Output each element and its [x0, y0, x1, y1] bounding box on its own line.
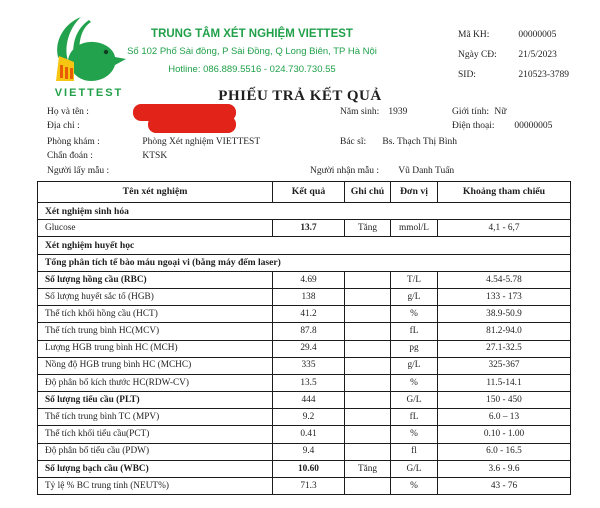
receiver-value: Vũ Danh Tuấn — [398, 166, 455, 176]
receiver-row — [310, 166, 454, 176]
patient-clinic-row — [47, 137, 260, 147]
section-title: Tổng phân tích tế bào máu ngoại vi (bằng máy đếm laser) — [38, 254, 571, 271]
patient-name-row — [47, 107, 89, 117]
makh-value: 00000005 — [518, 30, 557, 40]
test-row — [38, 409, 571, 426]
test-range-cell: 43 - 76 — [438, 478, 571, 495]
test-name-cell: Thể tích khối tiểu cầu(PCT) — [38, 426, 273, 443]
test-name-cell: Thể tích trung bình TC (MPV) — [38, 409, 273, 426]
test-result-cell: 9.2 — [273, 409, 345, 426]
patient-diagnosis-row — [47, 151, 167, 161]
phone-value: 00000005 — [514, 121, 553, 131]
column-header: Kết quả — [273, 182, 345, 203]
test-note-cell — [345, 357, 391, 374]
ngaycd-value: 21/5/2023 — [518, 50, 557, 60]
test-range-cell: 81.2-94.0 — [438, 323, 571, 340]
test-range-cell: 150 - 450 — [438, 392, 571, 409]
test-name-cell: Số lượng tiểu cầu (PLT) — [38, 392, 273, 409]
diagnosis-value: KTSK — [142, 151, 168, 161]
patient-address-label: Địa chỉ : — [47, 121, 80, 131]
test-range-cell: 11.5-14.1 — [438, 374, 571, 391]
section-row — [38, 254, 571, 271]
gender-label: Giới tính: — [452, 107, 489, 117]
test-name-cell: Độ phân bố tiểu cầu (PDW) — [38, 443, 273, 460]
test-range-cell: 133 - 173 — [438, 288, 571, 305]
test-result-cell: 335 — [273, 357, 345, 374]
test-name-cell: Glucose — [38, 220, 273, 237]
test-unit-cell: g/L — [391, 357, 438, 374]
diagnosis-label: Chẩn đoán : — [47, 151, 93, 161]
test-result-cell: 87.8 — [273, 323, 345, 340]
test-result-cell: 4.69 — [273, 271, 345, 288]
test-unit-cell: % — [391, 374, 438, 391]
test-range-cell: 6.0 - 16.5 — [438, 443, 571, 460]
test-note-cell: Tăng — [345, 460, 391, 477]
results-header-row — [38, 182, 571, 203]
column-header: Khoảng tham chiếu — [438, 182, 571, 203]
test-unit-cell: G/L — [391, 392, 438, 409]
test-range-cell: 3.6 - 9.6 — [438, 460, 571, 477]
redaction-mark-address — [148, 116, 236, 133]
test-result-cell: 9.4 — [273, 443, 345, 460]
test-result-cell: 29.4 — [273, 340, 345, 357]
test-row — [38, 220, 571, 237]
test-result-cell: 71.3 — [273, 478, 345, 495]
meta-row-ngaycd — [458, 45, 569, 65]
test-name-cell: Số lượng huyết sắc tố (HGB) — [38, 288, 273, 305]
sampler-label: Người lấy mẫu : — [47, 166, 110, 176]
org-header — [102, 28, 402, 75]
test-name-cell: Tỷ lệ % BC trung tính (NEUT%) — [38, 478, 273, 495]
test-row — [38, 426, 571, 443]
test-unit-cell: fL — [391, 323, 438, 340]
test-name-cell: Số lượng hồng cầu (RBC) — [38, 271, 273, 288]
test-row — [38, 443, 571, 460]
results-table — [37, 181, 571, 495]
test-unit-cell: % — [391, 306, 438, 323]
org-address: Số 102 Phố Sài đồng, P Sài Đồng, Q Long Biên, TP Hà Nội — [127, 46, 377, 57]
patient-name-label: Họ và tên : — [47, 107, 89, 117]
test-range-cell: 0.10 - 1.00 — [438, 426, 571, 443]
makh-label: Mã KH: — [458, 30, 490, 40]
test-note-cell — [345, 288, 391, 305]
results-tbody — [38, 203, 571, 495]
test-range-cell: 4,1 - 6,7 — [438, 220, 571, 237]
patient-gender-row — [452, 107, 506, 117]
test-unit-cell: G/L — [391, 460, 438, 477]
meta-row-sid — [458, 65, 569, 85]
patient-phone-row — [452, 121, 552, 131]
test-unit-cell: % — [391, 478, 438, 495]
column-header: Ghi chú — [345, 182, 391, 203]
test-result-cell: 41.2 — [273, 306, 345, 323]
test-note-cell — [345, 478, 391, 495]
test-note-cell — [345, 409, 391, 426]
test-name-cell: Thể tích trung bình HC(MCV) — [38, 323, 273, 340]
test-note-cell — [345, 374, 391, 391]
test-range-cell: 4.54-5.78 — [438, 271, 571, 288]
test-note-cell — [345, 271, 391, 288]
test-note-cell — [345, 443, 391, 460]
birth-label: Năm sinh: — [340, 107, 380, 117]
test-row — [38, 357, 571, 374]
test-note-cell — [345, 323, 391, 340]
test-note-cell — [345, 340, 391, 357]
test-unit-cell: T/L — [391, 271, 438, 288]
logo-text: VIETTEST — [54, 87, 124, 99]
patient-doctor-row — [340, 137, 457, 147]
test-row — [38, 288, 571, 305]
test-name-cell: Nồng độ HGB trung bình HC (MCHC) — [38, 357, 273, 374]
test-row — [38, 478, 571, 495]
test-result-cell: 13.5 — [273, 374, 345, 391]
phone-label: Điện thoại: — [452, 121, 495, 131]
test-unit-cell: fL — [391, 409, 438, 426]
test-range-cell: 38.9-50.9 — [438, 306, 571, 323]
doctor-value: Bs. Thạch Thị Bình — [382, 137, 457, 147]
test-row — [38, 306, 571, 323]
org-name: TRUNG TÂM XÉT NGHIỆM VIETTEST — [151, 28, 353, 40]
test-row — [38, 374, 571, 391]
test-row — [38, 392, 571, 409]
receiver-label: Người nhận mẫu : — [310, 166, 380, 176]
test-name-cell: Lượng HGB trung bình HC (MCH) — [38, 340, 273, 357]
org-hotline: Hotline: 086.889.5516 - 024.730.730.55 — [168, 64, 336, 75]
section-title: Xét nghiệm huyết học — [38, 237, 571, 254]
test-row — [38, 323, 571, 340]
gender-value: Nữ — [494, 107, 507, 117]
section-row — [38, 237, 571, 254]
patient-address-row — [47, 121, 80, 131]
test-range-cell: 27.1-32.5 — [438, 340, 571, 357]
test-name-cell: Độ phân bố kích thước HC(RDW-CV) — [38, 374, 273, 391]
test-result-cell: 444 — [273, 392, 345, 409]
test-result-cell: 13.7 — [273, 220, 345, 237]
test-range-cell: 325-367 — [438, 357, 571, 374]
column-header: Đơn vị — [391, 182, 438, 203]
test-unit-cell: mmol/L — [391, 220, 438, 237]
test-result-cell: 10.60 — [273, 460, 345, 477]
clinic-value: Phòng Xét nghiệm VIETTEST — [142, 137, 261, 147]
test-name-cell: Thể tích khối hồng cầu (HCT) — [38, 306, 273, 323]
report-meta — [458, 25, 569, 85]
test-note-cell — [345, 392, 391, 409]
test-note-cell — [345, 426, 391, 443]
ngaycd-label: Ngày CĐ: — [458, 50, 497, 60]
clinic-label: Phòng khám : — [47, 137, 100, 147]
test-unit-cell: % — [391, 426, 438, 443]
sampler-row — [47, 166, 109, 176]
page-title: PHIẾU TRẢ KẾT QUẢ — [218, 88, 382, 104]
test-note-cell: Tăng — [345, 220, 391, 237]
patient-birth-row — [340, 107, 407, 117]
test-note-cell — [345, 306, 391, 323]
test-row — [38, 340, 571, 357]
doctor-label: Bác sĩ: — [340, 137, 367, 147]
test-name-cell: Số lượng bạch cầu (WBC) — [38, 460, 273, 477]
sid-label: SID: — [458, 70, 476, 80]
test-row — [38, 460, 571, 477]
test-row — [38, 271, 571, 288]
column-header: Tên xét nghiệm — [38, 182, 273, 203]
test-unit-cell: fl — [391, 443, 438, 460]
birth-value: 1939 — [388, 107, 408, 117]
section-row — [38, 203, 571, 220]
meta-row-makh — [458, 25, 569, 45]
sid-value: 210523-3789 — [518, 70, 570, 80]
test-unit-cell: pg — [391, 340, 438, 357]
test-unit-cell: g/L — [391, 288, 438, 305]
test-range-cell: 6.0 – 13 — [438, 409, 571, 426]
test-result-cell: 0.41 — [273, 426, 345, 443]
test-result-cell: 138 — [273, 288, 345, 305]
section-title: Xét nghiệm sinh hóa — [38, 203, 571, 220]
